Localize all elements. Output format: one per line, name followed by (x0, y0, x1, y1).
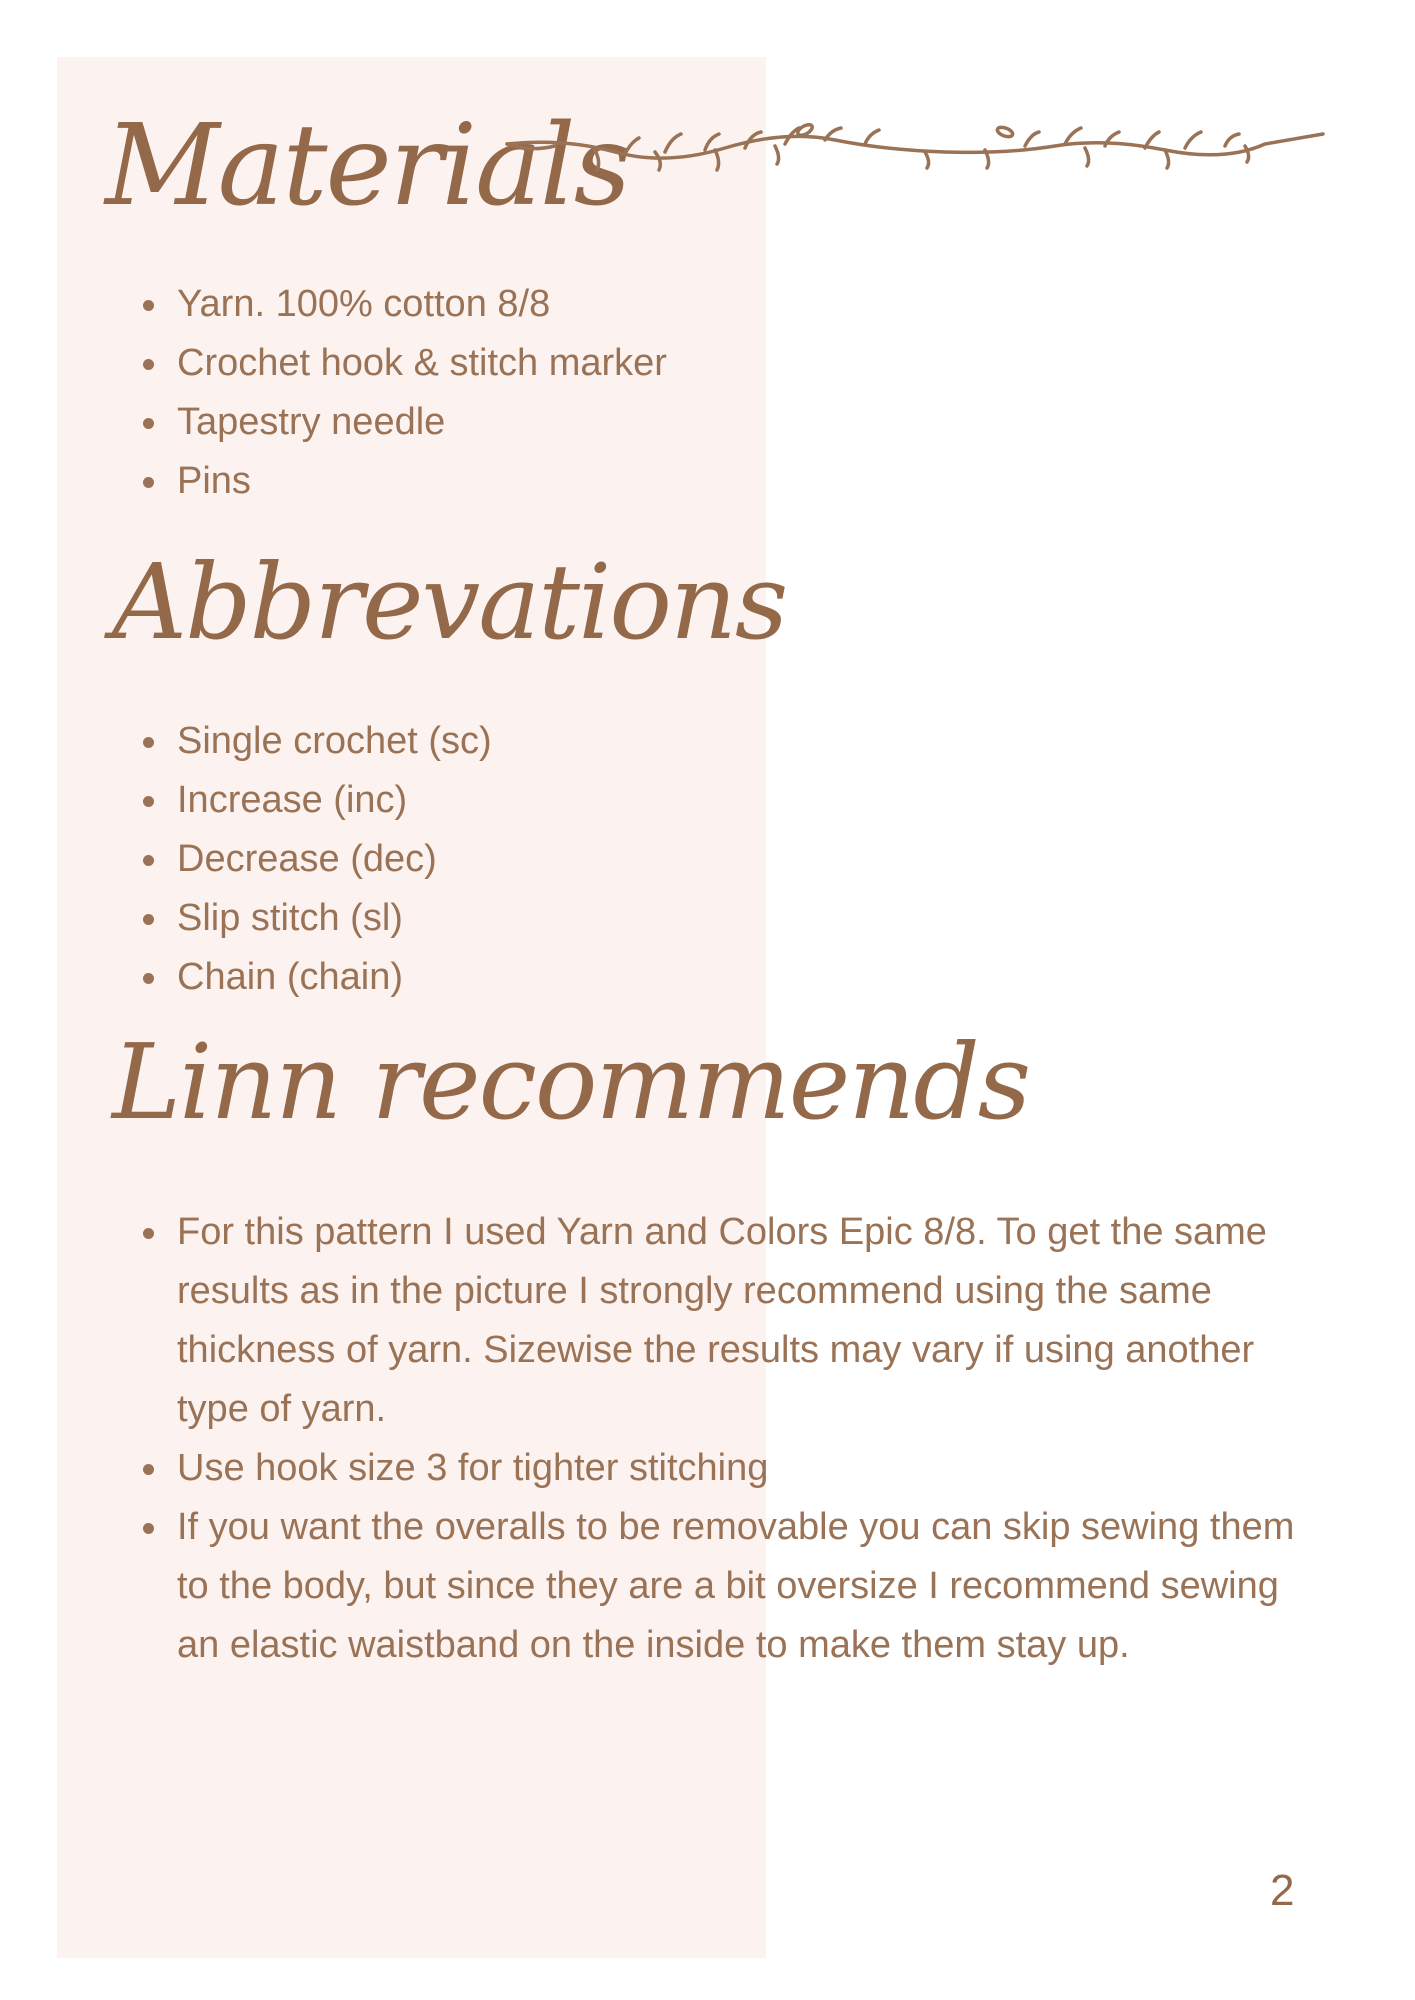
list-item: If you want the overalls to be removable you can skip sewing them to the body, but since they are a bit oversize I recommend sewing an elastic waistband on the inside to make them stay up. (140, 1498, 1315, 1675)
list-item: Chain (chain) (140, 948, 780, 1007)
list-item: Increase (inc) (140, 771, 780, 830)
materials-heading: Materials (105, 101, 630, 231)
list-item: Use hook size 3 for tighter stitching (140, 1439, 1315, 1498)
recommends-heading: Linn recommends (112, 1021, 1030, 1143)
materials-list (140, 275, 780, 511)
recommends-list (140, 1203, 1315, 1675)
list-item: Pins (140, 452, 780, 511)
abbreviations-heading: Abbrevations (112, 541, 787, 663)
list-item: Tapestry needle (140, 393, 780, 452)
vine-branch-icon (505, 118, 1325, 188)
list-item: Decrease (dec) (140, 830, 780, 889)
list-item: Crochet hook & stitch marker (140, 334, 780, 393)
page-number: 2 (1270, 1866, 1295, 1915)
abbreviations-list (140, 712, 780, 1007)
list-item: Single crochet (sc) (140, 712, 780, 771)
list-item: Yarn. 100% cotton 8/8 (140, 275, 780, 334)
list-item: Slip stitch (sl) (140, 889, 780, 948)
list-item: For this pattern I used Yarn and Colors Epic 8/8. To get the same results as in the picture I strongly recommend using the same thickness of yarn. Sizewise the results may vary if using another type of yarn. (140, 1203, 1315, 1439)
